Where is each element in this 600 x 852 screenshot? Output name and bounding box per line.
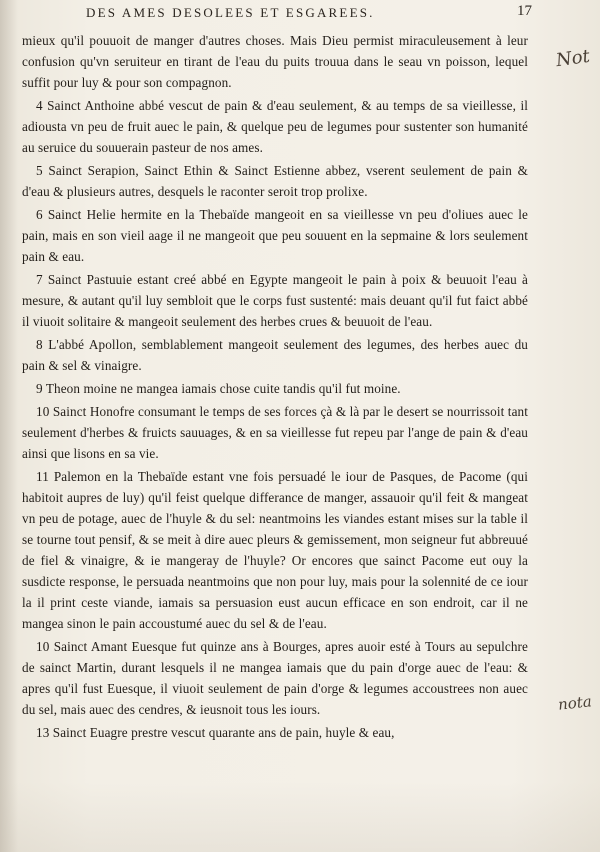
margin-note-top: Not bbox=[554, 45, 592, 72]
page-gutter-shadow bbox=[0, 0, 18, 852]
paragraph-11: 11 Palemon en la Thebaïde estant vne fois persuadé le iour de Pasques, de Pacome (qui habitoit aupres de luy) qu'il feist quelque differance de manger, assauoir qu'il feit & mangeat vn peu de potage, auec de l'huyle & du sel: neantmoins les viandes estant mises sur la table il se tourne tout pensif, & se meit à dire auec pleurs & gemissement, mon seigneur fut abbreuué de fiel & vinaigre, & ie mangeray de l'huyle? Or encores que sainct Pacome eut ouy la susdicte response, le persuada neantmoins que non pour luy, mais pour la solennité de ce iour la il print ceste viande, iamais sa persuasion eust aucun efficace en son endroit, car il ne mangea sinon le pain accoustumé auec du sel & de l'eau. bbox=[22, 469, 528, 631]
page-header bbox=[60, 2, 532, 24]
body-text bbox=[22, 30, 528, 745]
paragraph-continuation: mieux qu'il pouuoit de manger d'autres choses. Mais Dieu permist miraculeusement à leur confusion qu'vn seruiteur en tirant de l'eau du puits trouua dans le seau vn poisson, lequel suffit pour luy & pour son compagnon. bbox=[22, 33, 528, 90]
running-title: DES AMES DESOLEES ET ESGAREES. bbox=[86, 5, 375, 20]
paragraph-13: 13 Sainct Euagre prestre vescut quarante ans de pain, huyle & eau, bbox=[36, 725, 395, 740]
page-number: 17 bbox=[517, 3, 532, 19]
paragraph-9: 9 Theon moine ne mangea iamais chose cuite tandis qu'il fut moine. bbox=[36, 381, 401, 396]
paragraph-5: 5 Sainct Serapion, Sainct Ethin & Sainct Estienne abbez, vserent seulement de pain & d'eau & plusieurs autres, desquels le raconter seroit trop prolixe. bbox=[22, 163, 528, 199]
margin-note-lower: nota bbox=[557, 692, 593, 714]
page-bottom-shade bbox=[0, 782, 600, 852]
paragraph-7: 7 Sainct Pastuuie estant creé abbé en Egypte mangeoit le pain à poix & beuuoit l'eau à mesure, & autant qu'il luy sembloit que le corps fust sustenté: mais deuant qu'il fut faict abbé il viuoit solitaire & mangeoit seulement des herbes crues & beuuoit de l'eau. bbox=[22, 272, 528, 329]
paragraph-10: 10 Sainct Honofre consumant le temps de ses forces çà & là par le desert se nourrissoit tant seulement d'herbes & fruicts sauuages, & en sa vieillesse fut repeu par l'ange de pain & d'eau ainsi que lisons en sa vie. bbox=[22, 404, 528, 461]
paragraph-8: 8 L'abbé Apollon, semblablement mangeoit seulement des legumes, des herbes auec du pain & sel & vinaigre. bbox=[22, 337, 528, 373]
paragraph-4: 4 Sainct Anthoine abbé vescut de pain & d'eau seulement, & au temps de sa vieillesse, il adiousta vn peu de fruit auec le pain, & quelque peu de legumes pour sustenter son humanité au seruice du souuerain pasteur de nos ames. bbox=[22, 98, 528, 155]
paragraph-6: 6 Sainct Helie hermite en la Thebaïde mangeoit en sa vieillesse vn peu d'oliues auec le pain, mais en son vieil aage il ne mangeoit que peu souuent en la sepmaine & lors seulement pain & eau. bbox=[22, 207, 528, 264]
paragraph-10b: 10 Sainct Amant Euesque fut quinze ans à Bourges, apres auoir esté à Tours au sepulchre de sainct Martin, durant lesquels il ne mangea iamais que du pain d'orge auec de l'eau: & apres qu'il fust Euesque, il viuoit seulement de pain d'orge & legumes accoustrees non auec du sel, mais auec des cendres, & ieusnoit tous les iours. bbox=[22, 639, 528, 717]
